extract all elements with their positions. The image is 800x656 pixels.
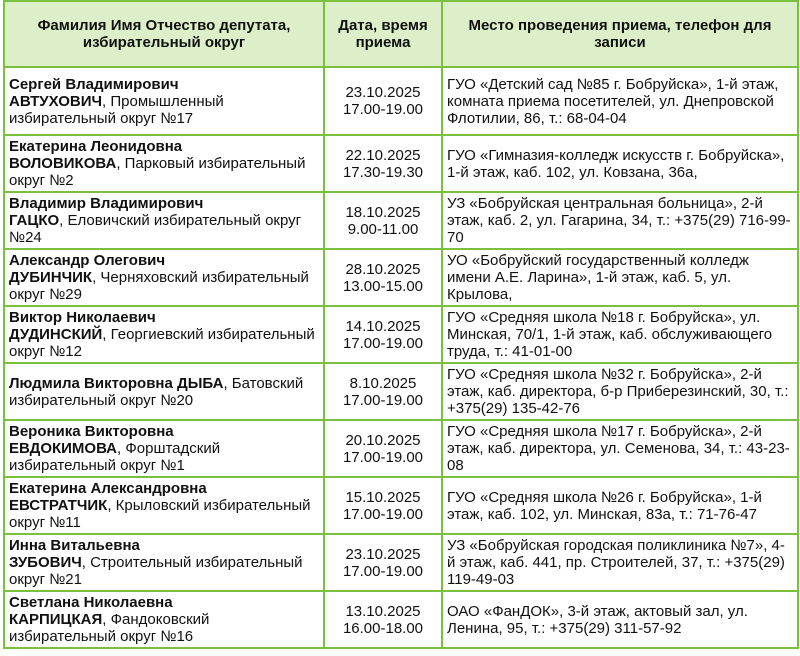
deputy-cell — [4, 420, 324, 477]
deputy-cell — [4, 249, 324, 306]
reception-time: 17.00-19.00 — [342, 101, 424, 118]
deputy-first-names: Людмила Викторовна — [9, 374, 173, 392]
header-place-phone: Место проведения приема, телефон для записи — [442, 1, 798, 67]
deputy-district: , Строительный избирательный округ №21 — [9, 554, 303, 588]
place-cell: ГУО «Средняя школа №26 г. Бобруйска», 1-й этаж, каб. 102, ул. Минская, 83а, т.: 71-76-47 — [442, 477, 798, 534]
deputy-district: , Батовский избирательный округ №20 — [9, 374, 304, 409]
table-row — [4, 135, 798, 192]
deputy-cell — [4, 135, 324, 192]
reception-date: 13.10.2025 — [345, 602, 421, 620]
reception-date: 18.10.2025 — [345, 203, 421, 221]
reception-time: 17.00-19.00 — [342, 334, 424, 352]
place-cell: ГУО «Средняя школа №32 г. Бобруйска», 2-й этаж, каб. директора, б-р Приберезинский, 30, т.: +375(29) 135-42-76 — [442, 363, 798, 420]
deputy-first-names: Светлана Николаевна — [9, 594, 173, 611]
date-cell — [324, 591, 442, 648]
table-row — [4, 420, 798, 477]
deputy-surname: ЕВСТРАТЧИК — [9, 497, 108, 514]
deputy-cell — [4, 192, 324, 249]
deputy-district: , Фандоковский избирательный округ №16 — [9, 611, 210, 645]
deputy-district: , Форштадский избирательный округ №1 — [9, 440, 221, 474]
deputy-surname: ДУДИНСКИЙ — [9, 326, 103, 343]
header-deputy: Фамилия Имя Отчество депутата, избирательный округ — [4, 1, 324, 67]
reception-time: 16.00-18.00 — [342, 619, 424, 637]
deputy-surname: ГАЦКО — [9, 212, 60, 229]
date-cell — [324, 363, 442, 420]
table-row — [4, 67, 798, 135]
deputy-surname: КАРПИЦКАЯ — [9, 611, 103, 628]
deputy-first-names: Виктор Николаевич — [9, 309, 156, 326]
table-header-row — [4, 1, 798, 67]
reception-date: 22.10.2025 — [345, 146, 421, 164]
deputy-first-names: Инна Витальевна — [9, 537, 140, 554]
date-cell — [324, 192, 442, 249]
deputy-first-names: Сергей Владимирович — [9, 75, 179, 93]
place-cell: УЗ «Бобруйская центральная больница», 2-й этаж, каб. 2, ул. Гагарина, 34, т.: +375(29) 716-99-70 — [442, 192, 798, 249]
reception-date: 8.10.2025 — [349, 374, 417, 392]
header-date-time: Дата, время приема — [324, 1, 442, 67]
table-row — [4, 534, 798, 591]
place-cell: ГУО «Детский сад №85 г. Бобруйска», 1-й этаж, комната приема посетителей, ул. Днепровской Флотилии, 86, т.: 68-04-04 — [442, 67, 798, 135]
reception-time: 17.00-19.00 — [342, 448, 424, 466]
place-cell: ГУО «Гимназия-колледж искусств г. Бобруйска», 1-й этаж, каб. 102, ул. Ковзана, 36а, — [442, 135, 798, 192]
date-cell — [324, 420, 442, 477]
reception-time: 17.30-19.30 — [342, 163, 424, 181]
deputy-cell — [4, 534, 324, 591]
place-cell: ОАО «ФанДОК», 3-й этаж, актовый зал, ул. Ленина, 95, т.: +375(29) 311-57-92 — [442, 591, 798, 648]
reception-date: 28.10.2025 — [345, 260, 421, 278]
deputy-surname: АВТУХОВИЧ — [9, 92, 103, 110]
reception-time: 17.00-19.00 — [342, 562, 424, 580]
deputy-surname: ЗУБОВИЧ — [9, 554, 82, 571]
table-row — [4, 306, 798, 363]
deputy-first-names: Владимир Владимирович — [9, 195, 204, 212]
deputy-first-names: Александр Олегович — [9, 252, 166, 269]
table-row — [4, 591, 798, 648]
reception-time: 13.00-15.00 — [342, 277, 424, 295]
reception-time: 17.00-19.00 — [342, 391, 424, 409]
date-cell — [324, 249, 442, 306]
reception-date: 23.10.2025 — [345, 84, 421, 101]
deputy-cell — [4, 477, 324, 534]
deputy-cell — [4, 306, 324, 363]
deputy-cell — [4, 363, 324, 420]
date-cell — [324, 67, 442, 135]
deputy-district: , Георгиевский избирательный округ №12 — [9, 326, 315, 360]
reception-time: 9.00-11.00 — [347, 220, 419, 238]
deputy-district: , Еловичский избирательный округ №24 — [9, 212, 302, 246]
reception-date: 14.10.2025 — [345, 317, 421, 335]
deputy-surname: ВОЛОВИКОВА — [9, 155, 117, 172]
place-cell: УО «Бобруйский государственный колледж имени А.Е. Ларина», 1-й этаж, каб. 5, ул. Крылова, — [442, 249, 798, 306]
reception-date: 23.10.2025 — [345, 545, 421, 563]
deputy-surname: ДУБИНЧИК — [9, 269, 93, 286]
date-cell — [324, 135, 442, 192]
deputy-first-names: Екатерина Александровна — [9, 480, 207, 497]
date-cell — [324, 534, 442, 591]
deputy-district: , Крыловский избирательный округ №11 — [9, 497, 311, 531]
deputy-district: , Промышленный избирательный округ №17 — [9, 92, 224, 127]
place-cell: ГУО «Средняя школа №18 г. Бобруйска», ул. Минская, 70/1, 1-й этаж, каб. обслуживающего труда, т.: 41-01-00 — [442, 306, 798, 363]
deputy-surname: ЕВДОКИМОВА — [9, 440, 118, 457]
table-row — [4, 363, 798, 420]
deputy-cell — [4, 67, 324, 135]
deputy-district: , Парковый избирательный округ №2 — [9, 155, 306, 189]
date-cell — [324, 306, 442, 363]
table-row — [4, 192, 798, 249]
deputy-surname: ДЫБА — [177, 374, 224, 392]
reception-schedule-table — [3, 0, 799, 649]
table-row — [4, 477, 798, 534]
date-cell — [324, 477, 442, 534]
deputy-district: , Черняховский избирательный округ №29 — [9, 269, 309, 303]
reception-date: 15.10.2025 — [345, 488, 421, 506]
reception-date: 20.10.2025 — [345, 431, 421, 449]
deputy-first-names: Екатерина Леонидовна — [9, 138, 183, 155]
deputy-cell — [4, 591, 324, 648]
place-cell: УЗ «Бобруйская городская поликлиника №7», 4-й этаж, каб. 441, пр. Строителей, 37, т.: +375(29) 119-49-03 — [442, 534, 798, 591]
place-cell: ГУО «Средняя школа №17 г. Бобруйска», 2-й этаж, каб. директора, ул. Семенова, 34, т.: 43-23-08 — [442, 420, 798, 477]
table-row — [4, 249, 798, 306]
deputy-first-names: Вероника Викторовна — [9, 423, 174, 440]
reception-time: 17.00-19.00 — [342, 505, 424, 523]
